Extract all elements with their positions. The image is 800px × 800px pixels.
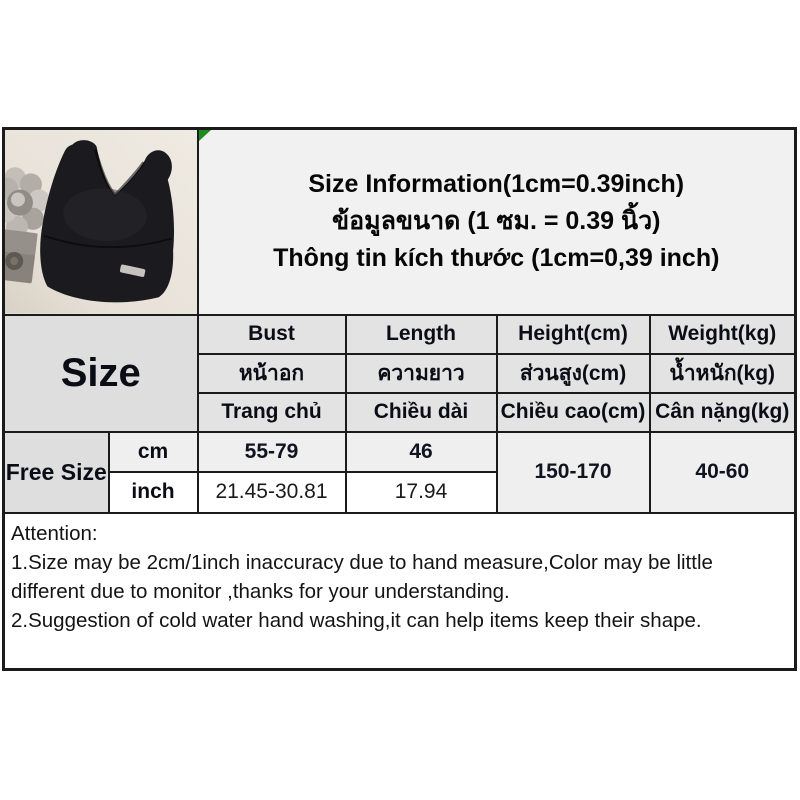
tank-top-photo-illustration <box>5 130 197 314</box>
col-header-bust-en: Bust <box>198 315 346 354</box>
attention-note-2: 2.Suggestion of cold water hand washing,it can help items keep their shape. <box>11 608 702 632</box>
height-range-value: 150-170 <box>497 432 650 513</box>
free-size-label: Free Size <box>4 432 109 513</box>
col-header-height-vi: Chiều cao(cm) <box>497 393 650 432</box>
title-vietnamese: Thông tin kích thước (1cm=0,39 inch) <box>273 244 720 273</box>
title-thai: ข้อมูลขนาด (1 ซม. = 0.39 นิ้ว) <box>332 207 661 236</box>
unit-label-cm: cm <box>109 432 198 472</box>
col-header-weight-en: Weight(kg) <box>650 315 796 354</box>
bust-value-cm: 55-79 <box>198 432 346 472</box>
unit-label-inch: inch <box>109 472 198 513</box>
attention-note-1: 1.Size may be 2cm/1inch inaccuracy due to hand measure,Color may be little different due to monitor ,thanks for your understanding. <box>11 550 713 603</box>
green-corner-marker-icon <box>199 130 211 141</box>
col-header-weight-th: น้ำหนัก(kg) <box>650 354 796 393</box>
bust-value-inch: 21.45-30.81 <box>198 472 346 513</box>
size-info-title-cell <box>198 129 796 315</box>
col-header-length-en: Length <box>346 315 497 354</box>
weight-range-value: 40-60 <box>650 432 796 513</box>
size-chart-sheet <box>2 127 794 668</box>
col-header-bust-vi: Trang chủ <box>198 393 346 432</box>
col-header-bust-th: หน้าอก <box>198 354 346 393</box>
attention-heading: Attention: <box>11 521 98 545</box>
length-value-inch: 17.94 <box>346 472 497 513</box>
col-header-height-th: ส่วนสูง(cm) <box>497 354 650 393</box>
attention-note-cell <box>4 513 796 670</box>
title-english: Size Information(1cm=0.39inch) <box>308 170 685 199</box>
size-corner-label: Size <box>4 315 198 432</box>
col-header-length-th: ความยาว <box>346 354 497 393</box>
product-photo <box>4 129 198 315</box>
col-header-length-vi: Chiều dài <box>346 393 497 432</box>
length-value-cm: 46 <box>346 432 497 472</box>
col-header-height-en: Height(cm) <box>497 315 650 354</box>
size-table <box>2 127 797 671</box>
col-header-weight-vi: Cân nặng(kg) <box>650 393 796 432</box>
